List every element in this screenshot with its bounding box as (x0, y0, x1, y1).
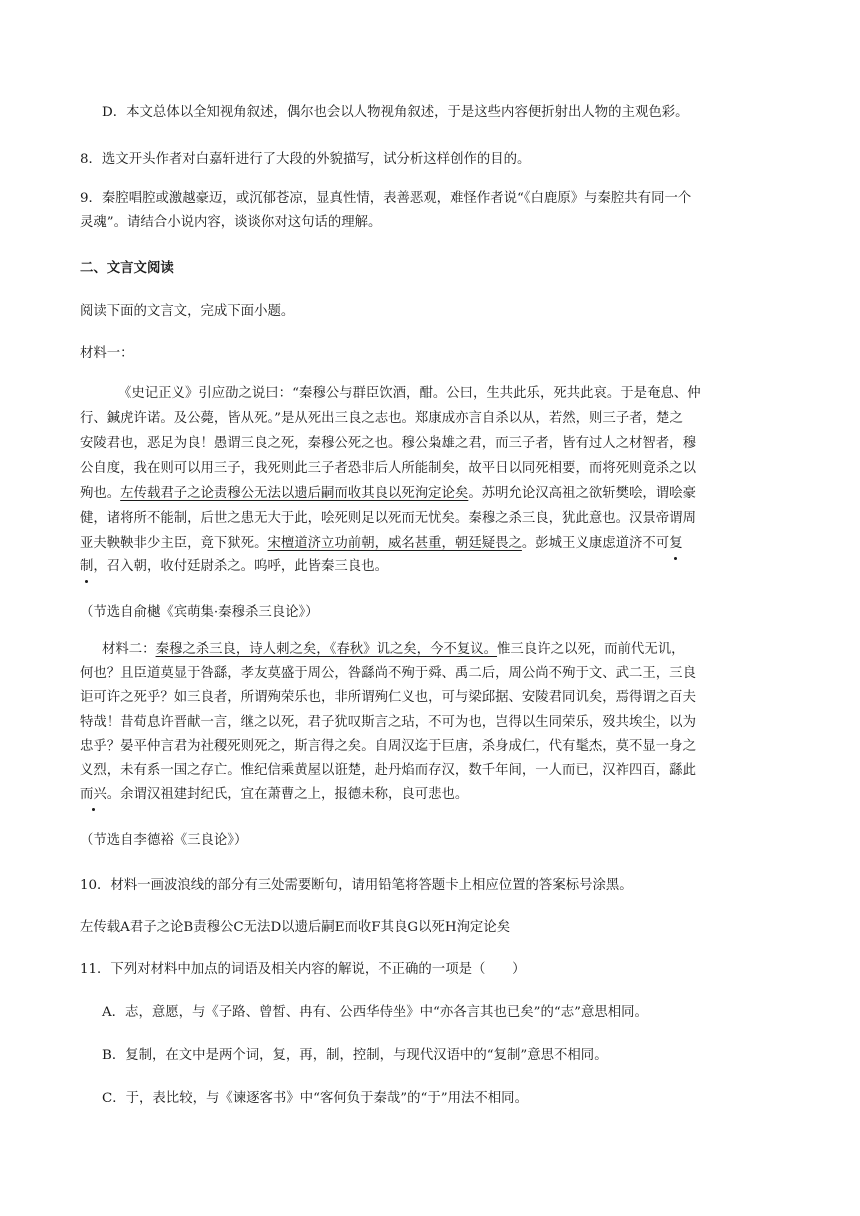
material-1-line: 殉也。左传载君子之论责穆公无法以遗后嗣而收其良以死洵定论矣。苏明允论汉高祖之欲斩樊哙，谓哙豪 (80, 486, 696, 501)
material-2-line: 讵可许之死乎？如三良者，所谓殉荣乐也，非所谓殉仁义也，可与梁邱据、安陵君同讥矣，焉得谓之百夫 (80, 690, 696, 705)
question-10: 10．材料一画波浪线的部分有三处需要断句，请用铅笔将答题卡上相应位置的答案标号涂黑。 (80, 878, 633, 893)
material-1-label: 材料一： (80, 346, 134, 361)
material-1-line: 健，诸将所不能制，后世之患无大于此，哙死则足以死而无忧矣。秦穆之杀三良，犹此意也。汉景帝谓周 (80, 511, 696, 526)
material-2-line: 材料二：秦穆之杀三良，诗人刺之矣，《春秋》讥之矣，今不复议。惟三良许之以死，而前代无讥， (102, 642, 685, 657)
material-2-line: 特哉！昔荀息许晋献一言，继之以死，君子犹叹斯言之玷，不可为也，岂得以生同荣乐，歿共埃尘，以为 (80, 715, 696, 730)
underlined-sentence: 宋檀道济立功前朝，威名甚重，朝廷疑畏之 (267, 536, 522, 551)
material-2-line: 而兴。余谓汉祖建封纪氏，宜在萧曹之上，报德未称，良可悲也。 (80, 787, 469, 802)
question-11-option-c: C．于，表比较，与《谏逐客书》中“客何负于秦哉”的“于”用法不相同。 (102, 1091, 528, 1106)
material-2-line: 何也？且臣道莫显于咎繇，孝友莫盛于周公，咎繇尚不殉于舜、禹二后，周公尚不殉于文、武二王，三良 (80, 666, 696, 681)
material-1-line: 公自度，我在则可以用三子，我死则此三子者恐非后人所能制矣，故平日以同死相要，而将死则竟杀之以 (80, 461, 696, 476)
material-2-line: 义烈，未有系一国之存亡。惟纪信乘黄屋以诳楚，赴丹焰而存汉，数千年间，一人而已，汉祚四百，繇此 (80, 763, 696, 778)
material-2-line: 忠乎？晏平仲言君为社稷死则死之，斯言得之矣。自周汉迄于巨唐，杀身成仁，代有髦杰，莫不显一身之 (80, 739, 696, 754)
material-1-line: 《史记正义》引应劭之说曰：“秦穆公与群臣饮酒，酣。公曰，生共此乐，死共此哀。于是奄息、仲 (118, 386, 701, 401)
material-1-source: （节选自俞樾《宾萌集·秦穆杀三良论》） (80, 605, 319, 620)
question-9-line-2: 灵魂”。请结合小说内容，谈谈你对这句话的理解。 (80, 215, 382, 230)
question-11-option-a: A．志，意愿，与《子路、曾皙、冉有、公西华侍坐》中“亦各言其也已矣”的“志”意思相同。 (102, 1005, 648, 1020)
dotted-word: 而兴 (80, 787, 107, 802)
question-10-options: 左传载A君子之论B责穆公C无法D以遗后嗣E而收F其良G以死H洵定论矣 (80, 920, 511, 935)
dotted-word: 制 (80, 559, 94, 574)
option-d: D．本文总体以全知视角叙述，偶尔也会以人物视角叙述，于是这些内容便折射出人物的主观色彩。 (102, 105, 689, 120)
question-8: 8．选文开头作者对白嘉轩进行了大段的外貌描写，试分析这样创作的目的。 (80, 152, 531, 167)
question-11-option-b: B．复制，在文中是两个词，复，再，制，控制，与现代汉语中的“复制”意思不相同。 (102, 1048, 608, 1063)
material-1-line: 亚夫鞅鞅非少主臣，竟下狱死。宋檀道济立功前朝，威名甚重，朝廷疑畏之。彭城王义康虑道济不可复 (80, 536, 683, 551)
material-1-line: 安陵君也，恶足为良！愚谓三良之死，秦穆公死之也。穆公枭雄之君，而三子者，皆有过人之材智者，穆 (80, 436, 696, 451)
material-2-source: （节选自李德裕《三良论》） (80, 833, 248, 848)
reading-instruction: 阅读下面的文言文，完成下面小题。 (80, 304, 295, 319)
question-9-line-1: 9．秦腔唱腔或激越豪迈，或沉郁苍凉，显真性情，表善恶观，难怪作者说“《白鹿原》与秦腔共有同一个 (80, 191, 692, 206)
material-1-line: 制，召入朝，收付廷尉杀之。呜呼，此皆秦三良也。 (80, 559, 388, 574)
section-heading: 二、文言文阅读 (80, 260, 174, 276)
material-1-line: 行、鍼虎许诺。及公薨，皆从死。”是从死出三良之志也。郑康成亦言自杀以从，若然，则三子者，楚之 (80, 411, 683, 426)
dotted-word: 复 (669, 536, 683, 551)
question-11: 11．下列对材料中加点的词语及相关内容的解说，不正确的一项是（ ） (80, 962, 526, 977)
underlined-sentence: 秦穆之杀三良，诗人刺之矣，《春秋》讥之矣，今不复议。 (155, 642, 498, 657)
wavy-underlined-passage: 左传载君子之论责穆公无法以遗后嗣而收其良以死洵定论矣 (120, 486, 469, 501)
